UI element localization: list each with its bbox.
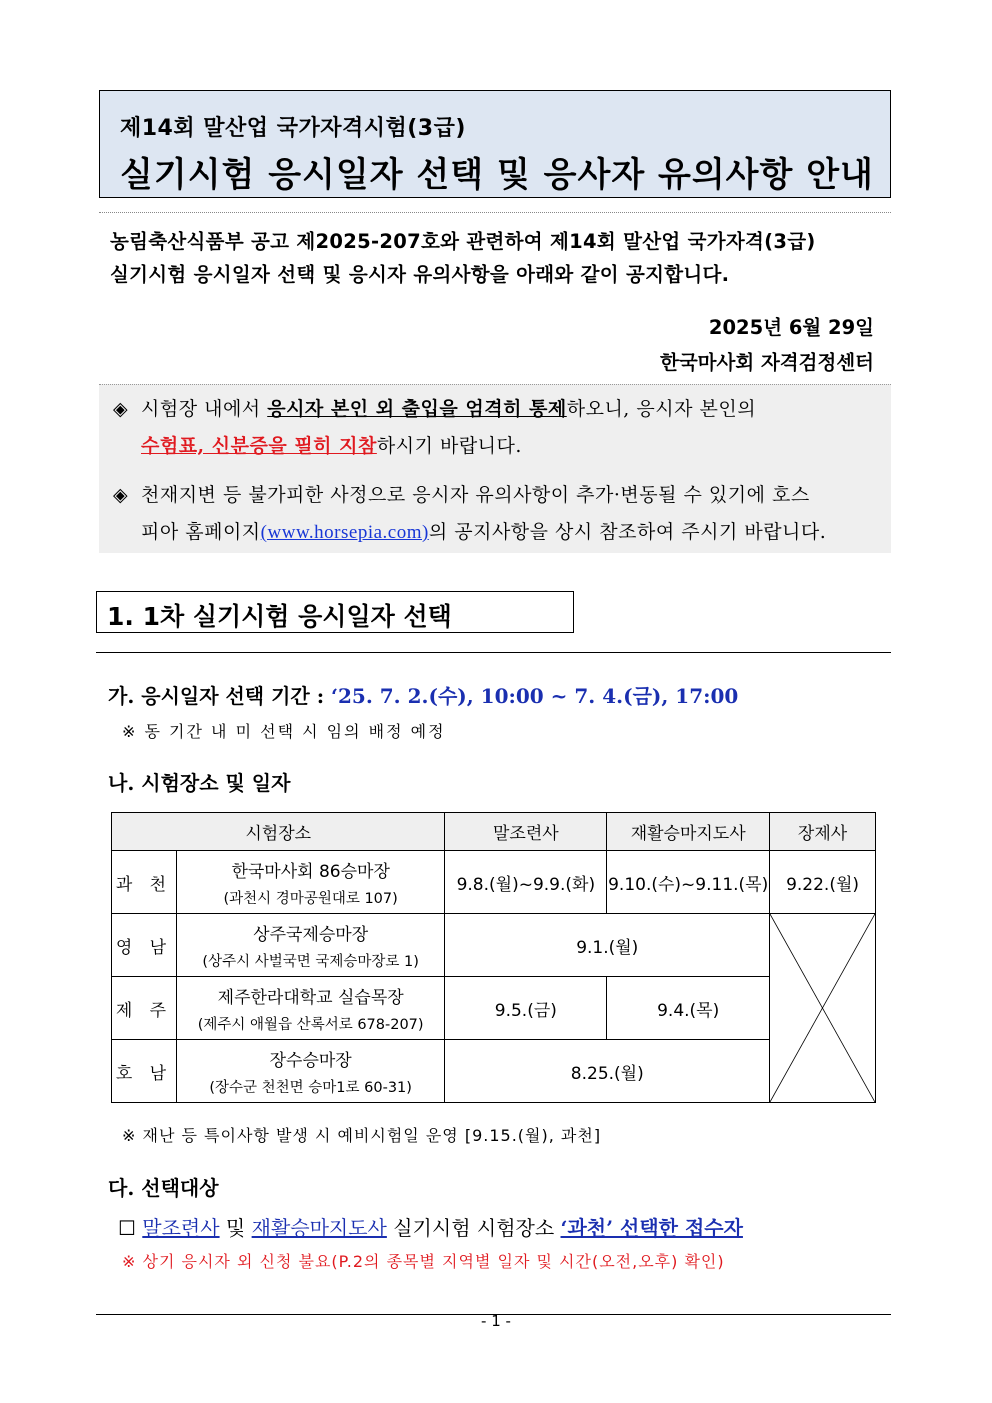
venue-name: 장수승마장 [269, 1050, 352, 1071]
date-cell: 9.22.(월) [770, 851, 876, 914]
date-cell: 9.4.(목) [607, 977, 770, 1040]
column-header: 시험장소 [112, 813, 445, 851]
intro-paragraph [110, 225, 890, 291]
selection-period: ‘25. 7. 2.(수), 10:00 ~ 7. 4.(금), 17:00 [331, 684, 739, 708]
target-text: 실기시험 시험장소 [386, 1216, 561, 1240]
target-warning: ※ 상기 응시자 외 신청 불요(P.2의 종목별 지역별 일자 및 시간(오전,오후) 확인) [122, 1252, 725, 1271]
target-term: 말조련사 [142, 1216, 220, 1240]
section-title-box [96, 591, 574, 633]
notice-date: 2025년 6월 29일 [708, 316, 874, 339]
target-term: 재활승마지도사 [251, 1216, 387, 1240]
column-header: 장제사 [770, 813, 876, 851]
venue-address: (장수군 천천면 승마1로 60-31) [209, 1079, 412, 1096]
subsection-period [108, 680, 738, 709]
column-header: 말조련사 [445, 813, 607, 851]
venue-cell [176, 851, 445, 914]
notice-text: 의 공지사항을 상시 참조하여 주시기 바랍니다. [428, 521, 827, 543]
date-cell: 9.10.(수)~9.11.(목) [607, 851, 770, 914]
notice-text: 하오니, 응시자 본인의 [566, 398, 757, 420]
table-row [112, 977, 876, 1040]
subsection-venues: 나. 시험장소 및 일자 [108, 771, 291, 795]
page-number: - 1 - [481, 1312, 511, 1330]
notice-required-items: 수험표, 신분증을 필히 지참 [141, 435, 377, 457]
notice-emphasis: 응시자 본인 외 출입을 엄격히 통제 [267, 398, 567, 420]
venue-cell [176, 914, 445, 977]
subsection-label: 가. 응시일자 선택 기간 : [108, 684, 332, 708]
document-title: 실기시험 응시일자 선택 및 응사자 유의사항 안내 [120, 155, 874, 195]
reserve-exam-note: ※ 재난 등 특이사항 발생 시 예비시험일 운영 [9.15.(월), 과천] [122, 1126, 602, 1145]
subsection-target: 다. 선택대상 [108, 1176, 219, 1200]
notice-text: 하시기 바랍니다. [376, 435, 522, 457]
date-cell: 9.8.(월)~9.9.(화) [445, 851, 607, 914]
intro-line: 농림축산식품부 공고 제2025-207호와 관련하여 제14회 말산업 국가자격(3급) [110, 230, 816, 253]
notice-text: 천재지변 등 불가피한 사정으로 응시자 유의사항이 추가·변동될 수 있기에 호스 [141, 484, 810, 506]
section-title: 1. 1차 실기시험 응시일자 선택 [107, 602, 452, 631]
table-row [112, 851, 876, 914]
venue-address: (상주시 사벌국면 국제승마장로 1) [202, 953, 419, 970]
column-header: 재활승마지도사 [607, 813, 770, 851]
schedule-table [111, 812, 876, 1103]
venue-cell [176, 1040, 445, 1103]
table-row [112, 1040, 876, 1103]
title-box [99, 90, 891, 198]
date-cell: 8.25.(월) [445, 1040, 770, 1103]
venue-address: (과천시 경마공원대로 107) [223, 890, 398, 907]
venue-address: (제주시 애월읍 산록서로 678-207) [197, 1016, 424, 1033]
issuing-organization: 한국마사회 자격검정센터 [660, 351, 874, 374]
region-cell: 호 남 [112, 1040, 177, 1103]
notice-box [99, 384, 891, 553]
checkbox-icon: ☐ [118, 1216, 143, 1240]
notice-text: 시험장 내에서 [141, 398, 268, 420]
notice-text: 피아 홈페이지 [141, 521, 261, 543]
cross-out-icon [770, 914, 875, 1102]
section-divider [96, 652, 891, 653]
region-cell: 영 남 [112, 914, 177, 977]
target-term: ‘과천’ 선택한 접수자 [560, 1216, 743, 1240]
notice-item [113, 477, 873, 551]
venue-name: 제주한라대학교 실습목장 [217, 987, 404, 1008]
target-line [118, 1212, 743, 1241]
period-note: ※ 동 기간 내 미 선택 시 임의 배정 예정 [122, 722, 446, 741]
region-cell: 제 주 [112, 977, 177, 1040]
date-cell: 9.1.(월) [445, 914, 770, 977]
intro-line: 실기시험 응시일자 선택 및 응시자 유의사항을 아래와 같이 공지합니다. [110, 263, 730, 286]
notice-item [113, 391, 873, 465]
diamond-bullet-icon: ◈ [113, 398, 129, 420]
date-cell: 9.5.(금) [445, 977, 607, 1040]
horsepia-link[interactable]: (www.horsepia.com) [260, 522, 429, 543]
table-header-row [112, 813, 876, 851]
region-cell: 과 천 [112, 851, 177, 914]
venue-name: 한국마사회 86승마장 [231, 861, 390, 882]
not-applicable-cell [770, 914, 876, 1103]
table-row [112, 914, 876, 977]
divider [99, 212, 891, 213]
target-text: 및 [219, 1216, 252, 1240]
diamond-bullet-icon: ◈ [113, 484, 129, 506]
venue-name: 상주국제승마장 [253, 924, 369, 945]
venue-cell [176, 977, 445, 1040]
document-subtitle: 제14회 말산업 국가자격시험(3급) [120, 116, 466, 141]
